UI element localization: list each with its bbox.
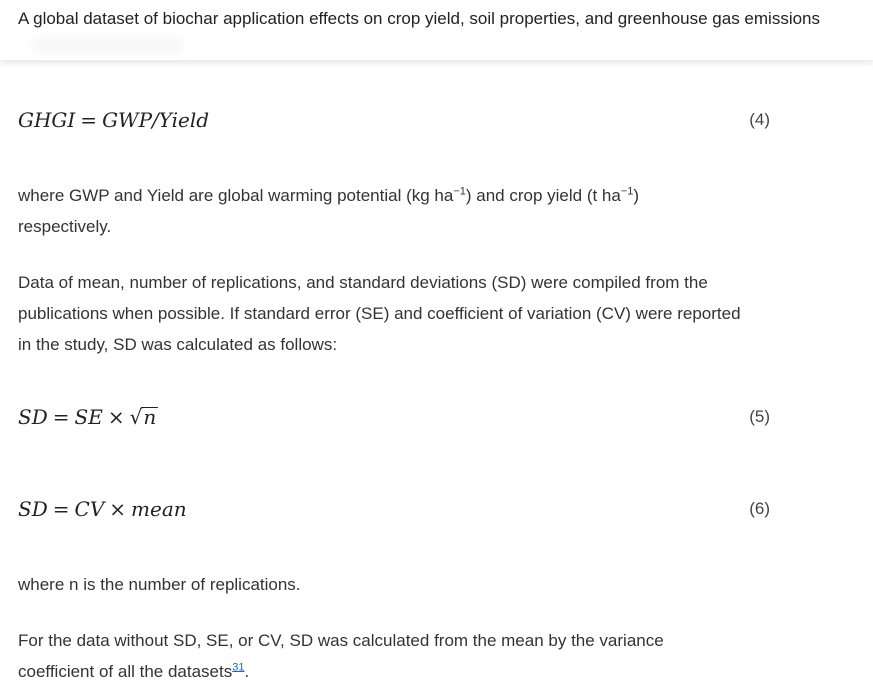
article-header-bar <box>0 0 873 61</box>
times-sign: × <box>107 405 125 429</box>
eq6-rhs-b: mean <box>131 497 187 521</box>
eq5-rhs-a: SE <box>74 405 103 429</box>
header-faded-text <box>32 36 182 54</box>
p4-text-b: . <box>244 662 250 681</box>
paragraph-variance-coefficient <box>18 625 718 687</box>
equation-6-number: (6) <box>749 499 770 518</box>
equation-6 <box>18 497 770 527</box>
equation-5-formula <box>18 405 158 429</box>
eq5-radicand: n <box>143 405 157 429</box>
equation-4-number: (4) <box>749 110 770 129</box>
equation-5 <box>18 405 770 435</box>
p1-sup-b: −1 <box>620 185 634 198</box>
p1-text-d: respectively. <box>18 217 112 236</box>
equation-4 <box>18 108 770 138</box>
times-sign: × <box>109 497 127 521</box>
equals-sign: = <box>80 108 98 132</box>
eq5-lhs: SD <box>18 405 48 429</box>
p4-text-a: For the data without SD, SE, or CV, SD was calculated from the mean by the variance coefficient of all the datasets <box>18 631 664 681</box>
equation-4-formula <box>18 108 209 132</box>
p1-sup-a: −1 <box>453 185 466 198</box>
p1-text-b: ) and crop yield (t ha <box>465 186 621 205</box>
reference-link[interactable]: 31 <box>232 661 245 674</box>
p1-text-c: ) <box>633 186 640 205</box>
article-title: A global dataset of biochar application effects on crop yield, soil properties, and greenhouse gas emissions <box>18 9 821 28</box>
equation-6-formula <box>18 497 187 521</box>
eq4-lhs: GHGI <box>18 108 76 132</box>
equation-5-number: (5) <box>749 407 770 426</box>
eq4-rhs: GWP/Yield <box>102 108 210 132</box>
paragraph-data-compilation: Data of mean, number of replications, and standard deviations (SD) were compiled from the publications when possible. If standard error (SE) and coefficient of variation (CV) were reported in the study, SD was calculated as follows: <box>18 273 741 354</box>
eq6-lhs: SD <box>18 497 48 521</box>
paragraph-replications: where n is the number of replications. <box>18 575 301 594</box>
equals-sign: = <box>52 405 70 429</box>
eq6-rhs-a: CV <box>74 497 105 521</box>
equals-sign: = <box>52 497 70 521</box>
paragraph-gwp-definition <box>18 180 770 242</box>
sqrt-icon: √ <box>129 405 143 429</box>
p1-text-a: where GWP and Yield are global warming potential (kg ha <box>18 186 454 205</box>
